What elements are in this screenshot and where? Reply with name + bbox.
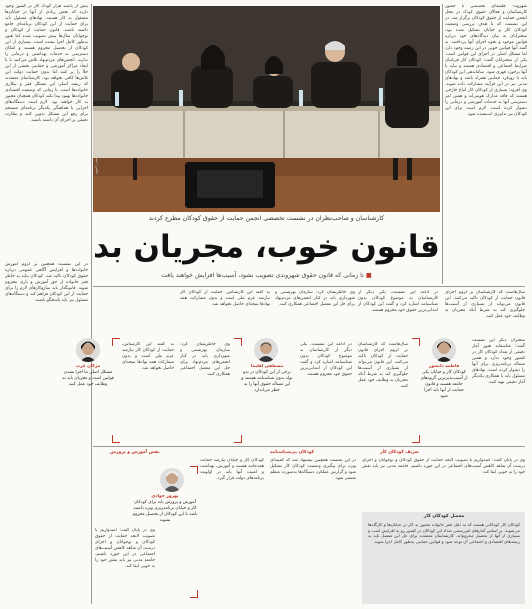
sidebar-note-box (362, 512, 525, 604)
section-rule (93, 286, 525, 287)
bullet-mark: ■ (363, 272, 372, 279)
quote-1 (420, 364, 468, 434)
mid-column-right: سال‌هاست که کارشناسان بر لزوم اجرای قانون حمایت از کودکان تاکید می‌کنند. این قانون می‌تواند از بسیاری از آسیب‌ها جلوگیری کند به شرط آنکه مجریان به وظایف خود عمل کنند. (358, 342, 408, 389)
quote-corner (234, 435, 242, 443)
quote-corner (190, 466, 198, 474)
kicker-2: کودکان بی‌شناسنامه (270, 450, 315, 455)
mid-column-center-left: وی خاطرنشان کرد: سازمان بهزیستی و شهرداری باید در کنار انجمن‌های مردم‌نهاد برای حل این معضل اجتماعی همکاری کنند. (180, 342, 230, 377)
note-box-text: کودکان کار کودکانی هستند که به دلیل فقر خانواده مجبور به کار در خیابان‌ها و کارگاه‌ها می‌شوند. بر اساس آمارهای غیررسمی تعداد این کودکان در کشور رو به افزایش است و بسیاری از آنها از تحصیل محروم‌اند. کارشناسان معتقدند برای حل این معضل باید به ریشه‌های اقتصادی و اجتماعی آن توجه شود و قوانین حمایتی به‌طور کامل اجرا شوند. (368, 522, 520, 544)
avatar-quote-1 (432, 338, 456, 362)
note-box-title: معضل کودکان کار (423, 514, 465, 519)
kicker-3: نقش آموزش و پرورش (110, 450, 160, 455)
subheadline-text: تا زمانی که قانون حقوق شهروندی تصویب نشود، آسیب‌ها افزایش خواهند یافت (161, 272, 364, 279)
body-column-2: در ادامه این نشست، یکی دیگر از کارشناسان به موضوع کودکان بدون شناسنامه اشاره کرد و گفت این کودکان از ابتدایی‌ترین حقوق خود محروم هستند. (358, 290, 438, 313)
section-rule-lower (93, 446, 525, 447)
body-column-1: سال‌هاست که کارشناسان بر لزوم اجرای قانون حمایت از کودکان تاکید می‌کنند. این قانون می‌تواند از بسیاری از آسیب‌ها جلوگیری کند به شرط آنکه مجریان به وظایف خود عمل کنند. (445, 290, 525, 319)
subheadline (93, 270, 440, 282)
avatar-quote-4 (160, 468, 184, 492)
quote-2-text: برخی از این کودکان در بدو تولد بدون شناسنامه هستند و این مساله حقوق آنها را به خطر می‌اندازد (241, 370, 293, 393)
column-divider-right (442, 4, 443, 284)
bottom-column-4: وی در پایان گفت: امیدواریم با تصویب لایحه حمایت از حقوق کودکان و نوجوانان و اجرای درست آن شاهد کاهش آسیب‌های اجتماعی در این حوزه باشیم. جامعه مدنی نیز باید نقش خود را به خوبی ایفا کند. (95, 528, 155, 569)
mid-column-left: به گفته این کارشناس، حمایت از کودکان کار نیازمند عزم ملی است و بدون مشارکت همه نهادها نتیجه‌ای حاصل نخواهد شد. (122, 342, 174, 371)
quote-corner (190, 590, 198, 598)
quote-corner (234, 338, 242, 346)
quote-3 (60, 364, 116, 434)
quote-4-name: بهروز جوادی (151, 494, 179, 499)
quote-corner (412, 338, 420, 346)
bottom-column-1: وی در پایان گفت: امیدواریم با تصویب لایحه حمایت از حقوق کودکان و نوجوانان و اجرای درست آن شاهد کاهش آسیب‌های اجتماعی در این حوزه باشیم. جامعه مدنی نیز باید نقش خود را به خوبی ایفا کند. (362, 458, 525, 475)
quote-4 (132, 494, 198, 588)
left-column-bottom: در این نشست همچنین بر لزوم آموزش خانواده‌ها و افزایش آگاهی عمومی درباره حقوق کودکان تاکید شد. کودکان نباید به خاطر فقر خانواده از حق آموزش و بازی محروم شوند. قانونگذار باید سازوکارهای لازم را برای حمایت از این کودکان فراهم کند و دستگاه‌های مسئول نیز باید پاسخگو باشند. (5, 262, 88, 303)
mid-column-center-right: در ادامه این نشست، یکی دیگر از کارشناسان به موضوع کودکان بدون شناسنامه اشاره کرد و گفت این کودکان از ابتدایی‌ترین حقوق خود محروم هستند. (300, 342, 352, 377)
quote-3-name: مژگان عرب (75, 364, 101, 369)
right-column-top: شهروند- جلسه‌ای تخصصی با حضور کارشناسان و فعالان حقوق کودک در محل انجمن حمایت از حقوق کودکان برگزار شد. در این نشست که با هدف بررسی وضعیت کودکان کار و خیابان تشکیل شده بود، سخنرانان به بیان دیدگاه‌های خود درباره قوانین موجود و نحوه اجرای آنها پرداختند. به گفته آنها قوانین خوبی در این زمینه وجود دارد اما مشکل اصلی در اجرای این قوانین است. یکی از سخنرانان گفت: کودکان کار قربانیان شرایط اجتماعی و اقتصادی هستند و نباید با آنها برخورد قهری شود. ساماندهی این کودکان باید با رویکرد حمایتی همراه باشد و نهادهای مدنی نیز در این فرآیند مشارکت داده شوند. وی افزود: بسیاری از کودکان کار اتباع خارجی هستند که فاقد مدارک هویتی‌اند و همین امر دسترسی آنها به خدمات آموزشی و درمانی را دشوار کرده است. لازم است برای این کودکان نیز تدابیری اندیشیده شود. (445, 4, 527, 117)
quote-corner (412, 435, 420, 443)
bottom-column-2: در این نشست همچنین پیشنهاد شد که کمیته‌ای ویژه برای پیگیری وضعیت کودکان کار تشکیل شود و گزارش عملکرد دستگاه‌ها به‌صورت منظم منتشر شود. (270, 458, 356, 481)
quote-2 (240, 364, 294, 434)
quote-3-text: مشکل اصلی ما اجرا نشدن قوانین است و مجریان باید به وظایف خود عمل کنند (62, 370, 114, 387)
quote-4-text: آموزش و پرورش باید برای کودکان کار و خیابان برنامه‌ریزی ویژه داشته باشد تا این کودکان از تحصیل محروم نشوند (132, 500, 198, 523)
photo-credit: عکس: ایسنا (95, 156, 99, 175)
bottom-column-3: کودکان کار و خیابان نیازمند حمایت همه‌جانبه هستند و آموزش، بهداشت و امنیت آنها باید در اولویت برنامه‌های دولت قرار گیرد. (200, 458, 264, 481)
headline: قانون خوب، مجریان بد (93, 229, 440, 265)
conference-photo (93, 6, 440, 212)
body-column-4: به گفته این کارشناس، حمایت از کودکان کار نیازمند عزم ملی است و بدون مشارکت همه نهادها نتیجه‌ای حاصل نخواهد شد. (180, 290, 270, 307)
column-divider (91, 4, 92, 604)
avatar-quote-3 (76, 338, 100, 362)
left-column-top: بیش از پانصد هزار کودک کار در کشور وجود دارند که بخش زیادی از آنها در خیابان‌ها مشغول به کار هستند. نهادهای مسئول باید برای حمایت از این کودکان برنامه‌ای جامع داشته باشند. قانون حمایت از کودکان و نوجوانان سال‌ها پیش تصویب شده اما هنوز به‌طور کامل اجرا نشده است. بسیاری از این کودکان از تحصیل محروم هستند و امکان دسترسی به خدمات بهداشتی و درمانی را ندارند. انجمن‌های مردم‌نهاد تلاش می‌کنند تا با ایجاد مراکز آموزشی و حمایتی بخشی از این خلأ را پر کنند اما بدون حمایت دولت این تلاش‌ها کافی نخواهد بود. کارشناسان معتقدند که ریشه اصلی این مشکل فقر و بیکاری خانواده‌ها است. تا زمانی که وضعیت اقتصادی خانواده‌ها بهبود پیدا نکند کودکان همچنان مجبور به کار خواهند بود. لازم است دستگاه‌های اجرایی با هماهنگی یکدیگر برنامه‌ای منسجم برای رفع این مشکل تدوین کنند و نظارت دقیقی بر اجرای آن داشته باشند. (5, 4, 88, 123)
photo-caption: کارشناسان و صاحب‌نظران در نشست تخصصی انجمن حمایت از حقوق کودکان مطرح کردند (148, 215, 385, 222)
quote-corner (112, 435, 120, 443)
quote-1-name: فاطمه دانشور (428, 364, 460, 369)
right-mid-column: سخنران دیگر این نشست گفت: متاسفانه هنوز آمار دقیقی از تعداد کودکان کار در کشور وجود ندارد و همین مساله برنامه‌ریزی برای آنها را دشوار کرده است. نهادهای مسئول باید با همکاری یکدیگر آمار دقیقی تهیه کنند. (472, 338, 525, 385)
quote-2-name: مصطفی اقلیما (250, 364, 284, 369)
body-column-3: وی خاطرنشان کرد: سازمان بهزیستی و شهرداری باید در کنار انجمن‌های مردم‌نهاد برای حل این معضل اجتماعی همکاری کنند. (275, 290, 355, 307)
avatar-quote-2 (254, 338, 278, 362)
quote-1-text: کودکان کار و خیابان یکی از آسیب‌پذیرترین گروه‌های جامعه هستند و قانون حمایت از آنها باید اجرا شود (420, 370, 468, 399)
kicker-1: تعریف کودکان کار (380, 450, 420, 455)
quote-corner (112, 338, 120, 346)
